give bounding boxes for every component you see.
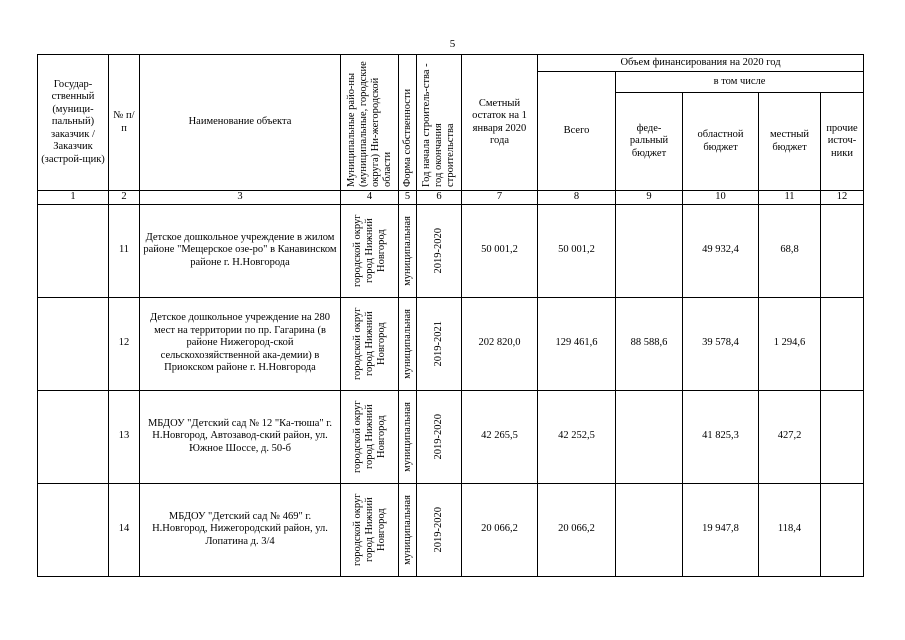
cell-total: 42 252,5 [538,390,616,483]
header-number: № п/п [109,55,140,191]
cell-customer [38,483,109,576]
cell-municipality-wrap [341,204,399,297]
header-object-name: Наименование объекта [140,55,341,191]
cell-object-name: Детское дошкольное учреждение на 280 мест на территории по пр. Гагарина (в районе Нижегород-ской сельскохозяйственной ака-демии) в Приокском районе г. Н.Новгорода [140,297,341,390]
cell-local: 118,4 [759,483,821,576]
cell-number: 11 [109,204,140,297]
cell-ownership-wrap [399,483,417,576]
cell-regional: 49 932,4 [683,204,759,297]
column-number: 9 [616,191,683,205]
header-customer: Государ-ственный (муници-пальный) заказчик / Заказчик (застрой-щик) [38,55,109,191]
page-number: 5 [449,38,456,50]
cell-number: 13 [109,390,140,483]
header-financing: Объем финансирования на 2020 год [538,55,864,72]
header-other: прочие источ-ники [821,93,864,191]
header-ownership-cell [399,55,417,191]
cell-municipality: городской округ город Нижний Новгород [351,307,387,380]
cell-ownership: муниципальная [402,308,413,379]
header-estimated-balance: Сметный остаток на 1 января 2020 года [462,55,538,191]
cell-total: 129 461,6 [538,297,616,390]
cell-object-name: МБДОУ "Детский сад № 12 "Ка-тюша" г. Н.Новгород, Автозавод-ский район, ул. Южное Шоссе, д. 50-б [140,390,341,483]
table-row [38,390,864,483]
cell-years-wrap [417,483,462,576]
cell-years: 2019-2021 [433,320,444,367]
cell-ownership: муниципальная [402,401,413,472]
cell-municipality: городской округ город Нижний Новгород [351,493,387,566]
cell-estimated-balance: 202 820,0 [462,297,538,390]
cell-local: 427,2 [759,390,821,483]
cell-federal [616,483,683,576]
column-number: 11 [759,191,821,205]
cell-other [821,390,864,483]
table-row [38,483,864,576]
cell-years: 2019-2020 [433,506,444,553]
cell-municipality-wrap [341,297,399,390]
cell-years-wrap [417,390,462,483]
cell-ownership-wrap [399,390,417,483]
cell-customer [38,204,109,297]
cell-municipality-wrap [341,483,399,576]
cell-estimated-balance: 42 265,5 [462,390,538,483]
column-number: 10 [683,191,759,205]
header-years-cell [417,55,462,191]
header-years: Год начала строитель-ства - год окончания строительства [421,62,456,187]
table-row [38,204,864,297]
header-including: в том числе [616,72,864,93]
column-number: 4 [341,191,399,205]
column-number-row [38,191,864,205]
header-regional: областной бюджет [683,93,759,191]
cell-total: 20 066,2 [538,483,616,576]
column-number: 2 [109,191,140,205]
header-row-1 [38,55,864,72]
cell-federal [616,390,683,483]
header-municipality: Муниципальные райо-ны (муниципальные, городские округа) Ни-жегородской области [345,60,393,187]
cell-years-wrap [417,297,462,390]
header-federal: феде-ральный бюджет [616,93,683,191]
cell-years: 2019-2020 [433,227,444,274]
header-local: местный бюджет [759,93,821,191]
cell-years-wrap [417,204,462,297]
cell-municipality: городской округ город Нижний Новгород [351,400,387,473]
cell-regional: 39 578,4 [683,297,759,390]
cell-regional: 19 947,8 [683,483,759,576]
cell-ownership-wrap [399,204,417,297]
cell-municipality-wrap [341,390,399,483]
header-total: Всего [538,72,616,191]
cell-federal: 88 588,6 [616,297,683,390]
cell-number: 12 [109,297,140,390]
financing-table [37,54,864,577]
column-number: 1 [38,191,109,205]
column-number: 7 [462,191,538,205]
cell-years: 2019-2020 [433,413,444,460]
cell-local: 1 294,6 [759,297,821,390]
cell-federal [616,204,683,297]
table-row [38,297,864,390]
cell-regional: 41 825,3 [683,390,759,483]
header-ownership: Форма собственности [402,88,413,187]
cell-other [821,483,864,576]
cell-other [821,297,864,390]
cell-total: 50 001,2 [538,204,616,297]
column-number: 6 [417,191,462,205]
cell-object-name: Детское дошкольное учреждение в жилом районе "Мещерское озе-ро" в Канавинском районе г. Н.Новгорода [140,204,341,297]
cell-object-name: МБДОУ "Детский сад № 469" г. Н.Новгород, Нижегородский район, ул. Лопатина д. 3/4 [140,483,341,576]
cell-estimated-balance: 50 001,2 [462,204,538,297]
cell-estimated-balance: 20 066,2 [462,483,538,576]
cell-municipality: городской округ город Нижний Новгород [351,214,387,287]
column-number: 8 [538,191,616,205]
cell-customer [38,297,109,390]
header-municipality-cell [341,55,399,191]
cell-number: 14 [109,483,140,576]
cell-customer [38,390,109,483]
cell-ownership: муниципальная [402,494,413,565]
cell-ownership: муниципальная [402,215,413,286]
cell-local: 68,8 [759,204,821,297]
column-number: 3 [140,191,341,205]
column-number: 5 [399,191,417,205]
column-number: 12 [821,191,864,205]
cell-other [821,204,864,297]
cell-ownership-wrap [399,297,417,390]
